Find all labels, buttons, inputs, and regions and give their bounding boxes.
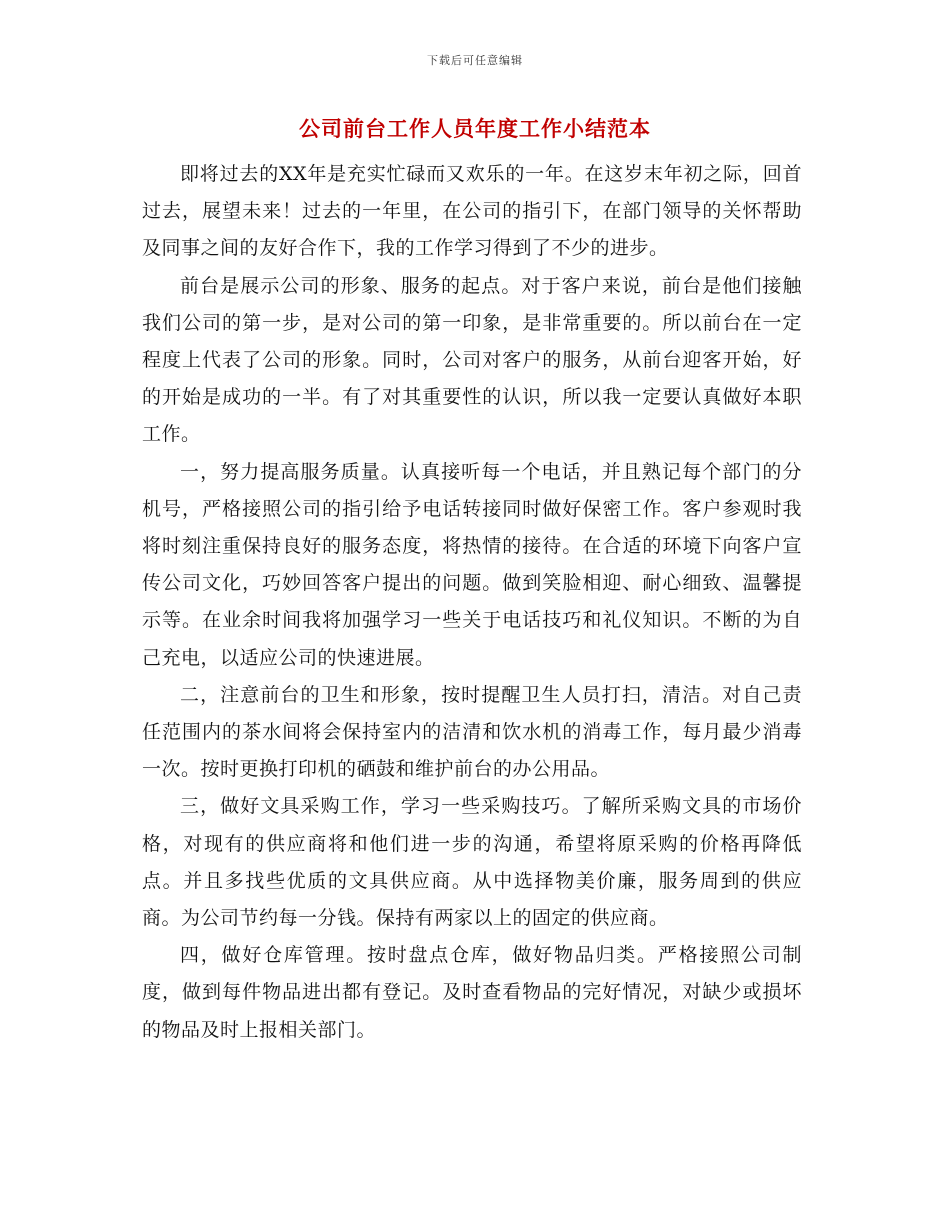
paragraph-procurement: 三，做好文具采购工作，学习一些采购技巧。了解所采购文具的市场价格，对现有的供应商将和他们进一步的沟通，希望将原采购的价格再降低点。并且多找些优质的文具供应商。从中选择物美价廉，服务周到的供应商。为公司节约每一分钱。保持有两家以上的固定的供应商。: [142, 795, 802, 930]
page-header-note: 下载后可任意编辑: [427, 54, 523, 67]
paragraph-front-desk-role: 前台是展示公司的形象、服务的起点。对于客户来说，前台是他们接触我们公司的第一步，是对公司的第一印象，是非常重要的。所以前台在一定程度上代表了公司的形象。同时，公司对客户的服务，从前台迎客开始，好的开始是成功的一半。有了对其重要性的认识，所以我一定要认真做好本职工作。: [142, 274, 802, 446]
paragraph-warehouse: 四，做好仓库管理。按时盘点仓库，做好物品归类。严格接照公司制度，做到每件物品进出都有登记。及时查看物品的完好情况，对缺少或损坏的物品及时上报相关部门。: [142, 944, 802, 1041]
document-title: 公司前台工作人员年度工作小结范本: [299, 116, 651, 141]
paragraph-hygiene: 二，注意前台的卫生和形象，按时提醒卫生人员打扫，清洁。对自己责任范围内的茶水间将会保持室内的洁清和饮水机的消毒工作，每月最少消毒一次。按时更换打印机的硒鼓和维护前台的办公用品。: [142, 683, 802, 781]
paragraph-intro: 即将过去的XX年是充实忙碌而又欢乐的一年。在这岁末年初之际，回首过去，展望未来！过去的一年里，在公司的指引下，在部门领导的关怀帮助及同事之间的友好合作下，我的工作学习得到了不少的进步。: [142, 163, 802, 260]
paragraph-service-quality: 一，努力提高服务质量。认真接听每一个电话，并且熟记每个部门的分机号，严格接照公司的指引给予电话转接同时做好保密工作。客户参观时我将时刻注重保持良好的服务态度，将热情的接待。在合适的环境下向客户宣传公司文化，巧妙回答客户提出的问题。做到笑脸相迎、耐心细致、温馨提示等。在业余时间我将加强学习一些关于电话技巧和礼仪知识。不断的为自己充电，以适应公司的快速进展。: [142, 460, 802, 669]
document-body: [142, 156, 802, 1049]
